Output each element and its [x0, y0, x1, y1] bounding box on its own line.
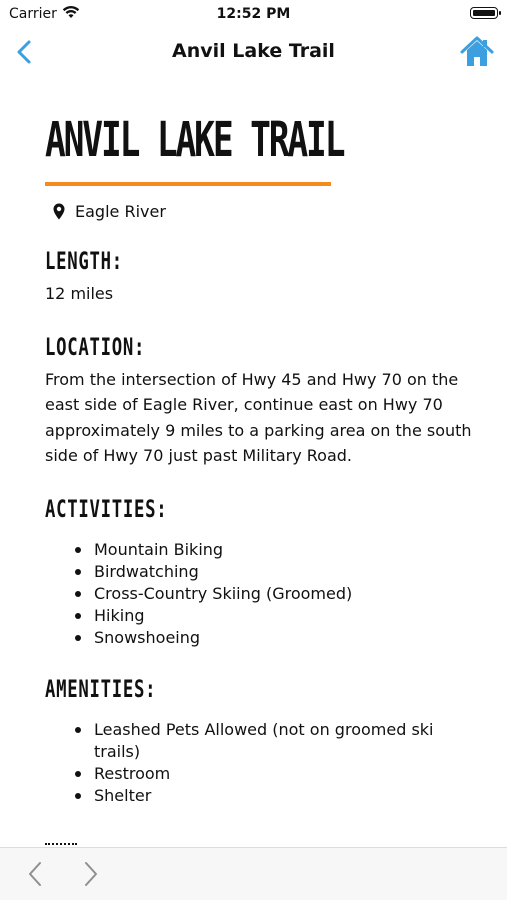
amenities-list	[75, 719, 475, 807]
browser-forward-button[interactable]	[76, 858, 106, 890]
activities-list	[75, 539, 475, 649]
home-button[interactable]	[459, 34, 495, 70]
nav-title: Anvil Lake Trail	[172, 40, 335, 62]
list-item: Birdwatching	[75, 561, 475, 583]
home-icon	[459, 34, 495, 70]
title-underline	[45, 182, 331, 186]
next-heading-fragment	[45, 843, 77, 845]
status-bar	[0, 0, 507, 28]
list-item: Restroom	[75, 763, 475, 785]
list-item: Cross-Country Skiing (Groomed)	[75, 583, 475, 605]
battery-icon	[470, 7, 498, 19]
list-item: Leashed Pets Allowed (not on groomed ski trails)	[75, 719, 475, 763]
location-directions: From the intersection of Hwy 45 and Hwy 70 on the east side of Eagle River, continue east on Hwy 70 approximately 9 miles to a parking area on the south side of Hwy 70 just past Military Road.	[45, 369, 472, 465]
list-item: Mountain Biking	[75, 539, 475, 561]
browser-back-button[interactable]	[20, 858, 50, 890]
list-item: Shelter	[75, 785, 475, 807]
activities-heading: ACTIVITIES:	[45, 494, 168, 523]
clock: 12:52 PM	[216, 6, 291, 22]
amenities-heading: AMENITIES:	[45, 674, 157, 703]
chevron-right-icon	[76, 858, 106, 890]
chevron-left-icon	[20, 858, 50, 890]
trail-detail-content	[45, 110, 475, 807]
list-item: Snowshoeing	[75, 627, 475, 649]
location-row	[45, 202, 475, 221]
navigation-bar	[0, 28, 507, 76]
list-item: Hiking	[75, 605, 475, 627]
page-title: ANVIL LAKE TRAIL	[45, 112, 344, 168]
map-pin-icon	[53, 203, 65, 220]
location-heading: LOCATION:	[45, 332, 146, 361]
length-heading: LENGTH:	[45, 247, 123, 275]
location-name: Eagle River	[75, 202, 166, 221]
carrier-label: Carrier	[9, 6, 57, 22]
bottom-toolbar	[0, 847, 507, 900]
length-value: 12 miles	[45, 284, 114, 303]
